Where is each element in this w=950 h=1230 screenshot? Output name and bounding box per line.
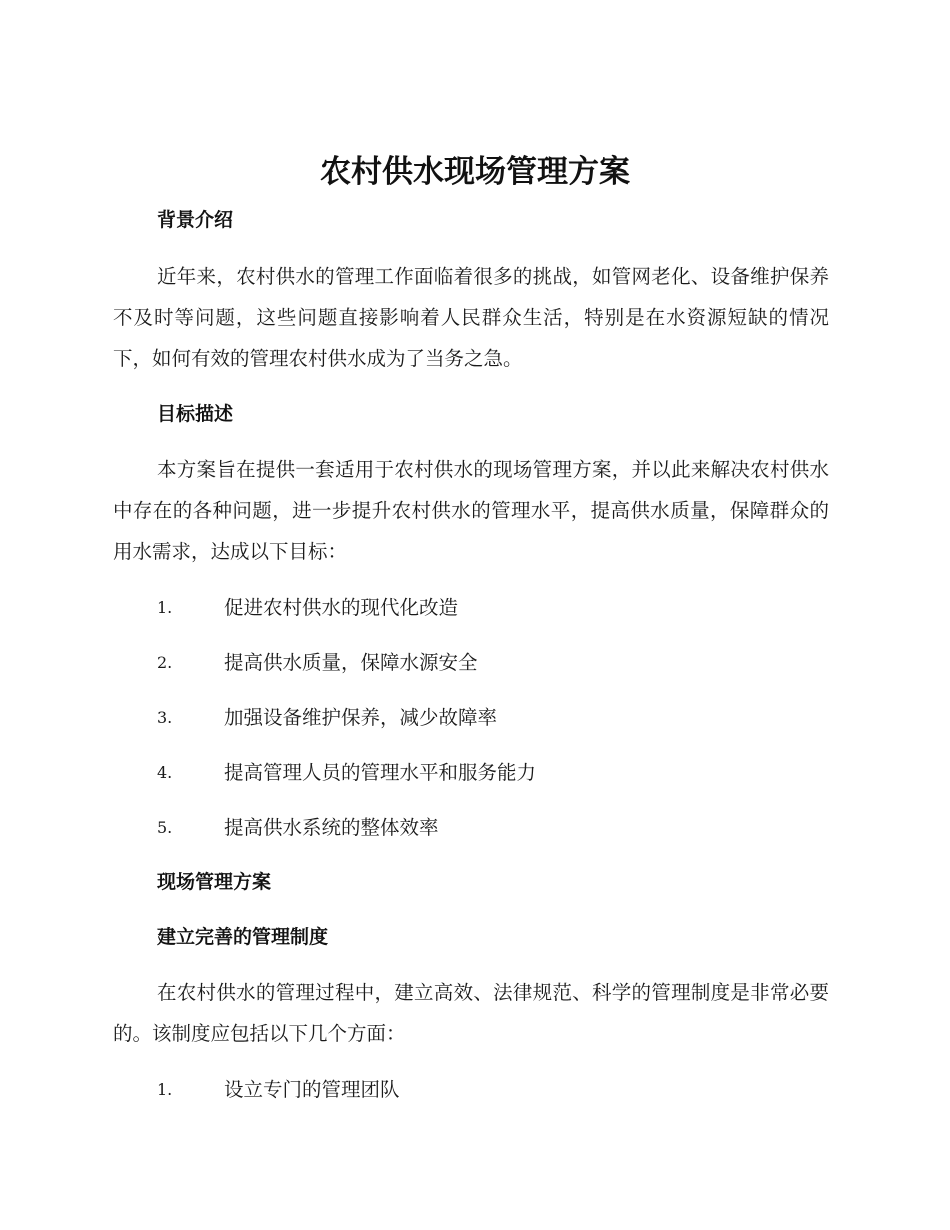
list-item-number: 1. <box>157 598 173 617</box>
heading-system: 建立完善的管理制度 <box>157 926 329 948</box>
list-item-text: 提高管理人员的管理水平和服务能力 <box>224 761 537 784</box>
paragraph-background: 近年来，农村供水的管理工作面临着很多的挑战，如管网老化、设备维护保养不及时等问题，这些问题直接影响着人民群众生活，特别是在水资源短缺的情况下，如何有效的管理农村供水成为了当务之急。 <box>113 265 829 370</box>
list-item-text: 提高供水质量，保障水源安全 <box>224 651 478 674</box>
list-item-text: 提高供水系统的整体效率 <box>224 816 439 839</box>
paragraph-system: 在农村供水的管理过程中，建立高效、法律规范、科学的管理制度是非常必要的。该制度应包括以下几个方面： <box>113 981 829 1045</box>
list-item <box>0 593 900 623</box>
list-item-number: 2. <box>157 653 173 672</box>
list-item <box>0 648 900 678</box>
list-item-number: 1. <box>157 1080 173 1099</box>
document-title: 农村供水现场管理方案 <box>320 154 630 190</box>
list-item-text: 加强设备维护保养，减少故障率 <box>224 706 498 729</box>
list-item-text: 设立专门的管理团队 <box>224 1078 400 1101</box>
list-item <box>0 1075 900 1105</box>
list-item-number: 5. <box>157 818 173 837</box>
list-item <box>0 703 900 733</box>
paragraph-goals: 本方案旨在提供一套适用于农村供水的现场管理方案，并以此来解决农村供水中存在的各种问题，进一步提升农村供水的管理水平，提高供水质量，保障群众的用水需求，达成以下目标： <box>113 458 829 563</box>
list-item-text: 促进农村供水的现代化改造 <box>224 596 459 619</box>
heading-goals: 目标描述 <box>157 403 234 425</box>
list-item-number: 4. <box>157 763 173 782</box>
list-item-number: 3. <box>157 708 173 727</box>
list-item <box>0 813 900 843</box>
heading-background: 背景介绍 <box>157 209 234 231</box>
list-item <box>0 758 900 788</box>
heading-plan: 现场管理方案 <box>157 871 272 893</box>
